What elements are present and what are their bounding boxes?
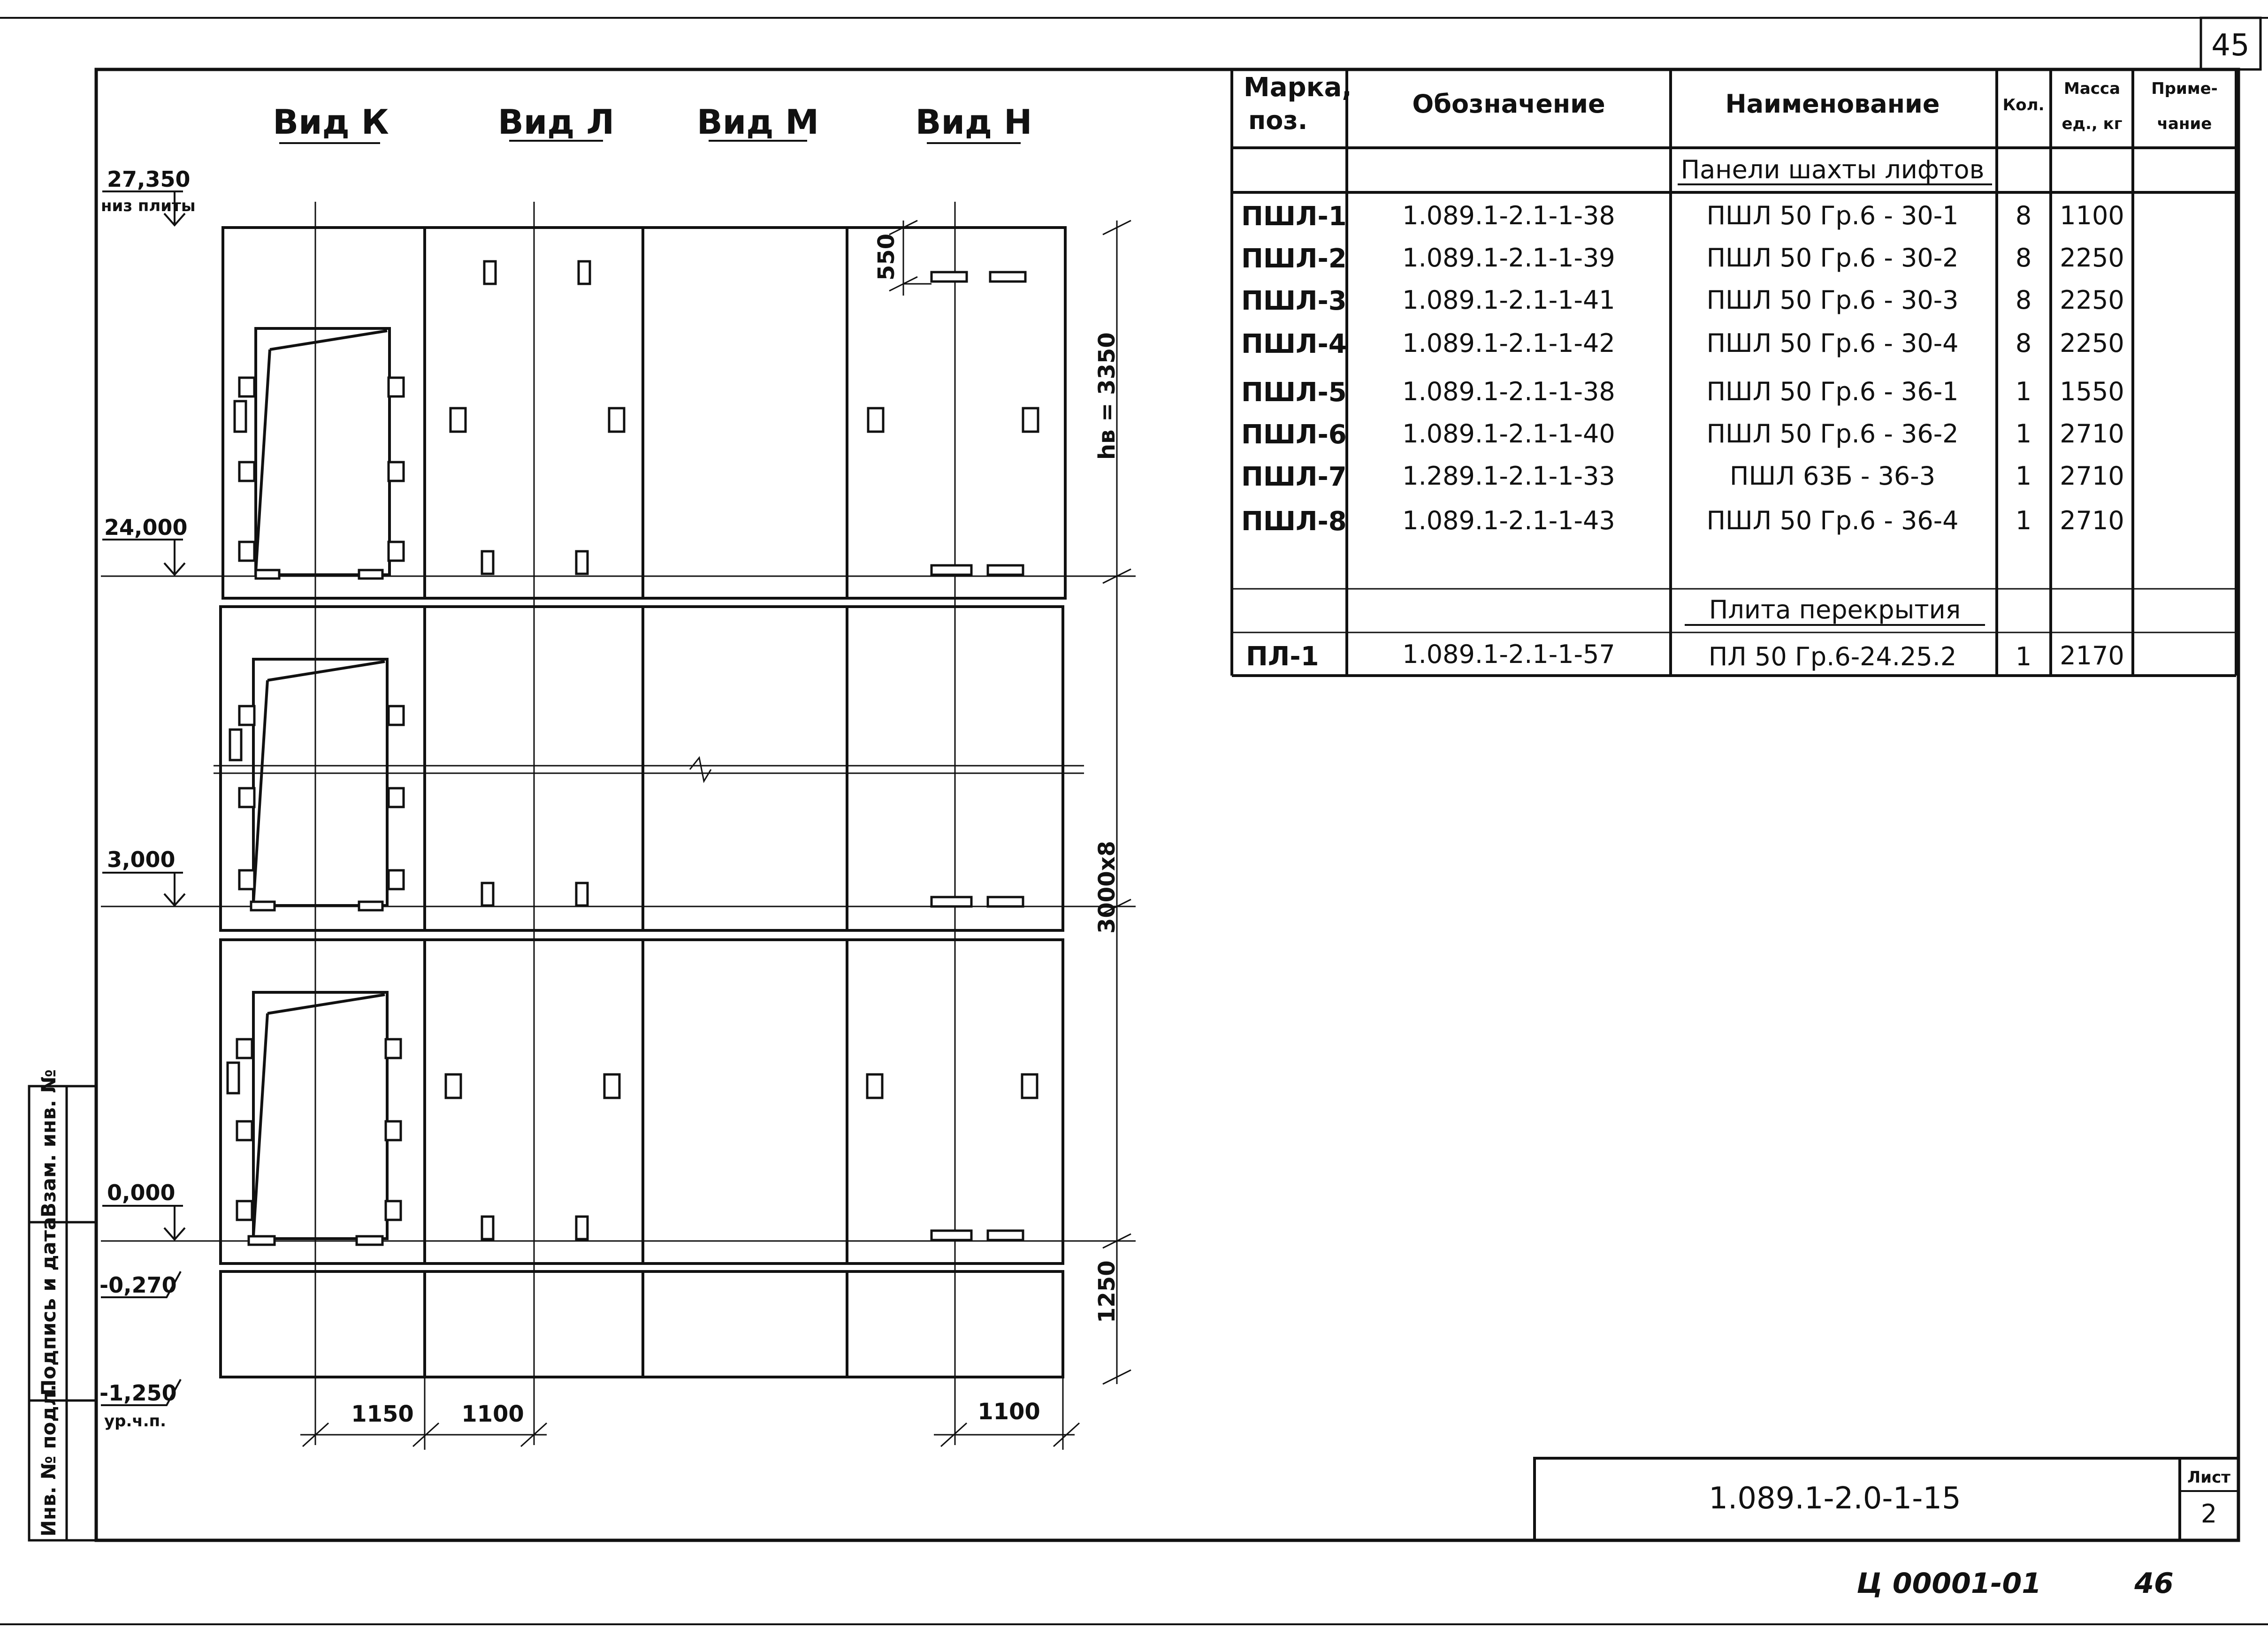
dim-chain-bottom: [300, 1377, 1079, 1450]
row1-name: ПШЛ 50 Гр.6 - 30-1: [1706, 201, 1959, 230]
row4-name: ПШЛ 50 Гр.6 - 30-4: [1706, 328, 1959, 358]
view-label-k: Вид К: [273, 102, 389, 142]
level-0000: 0,000: [107, 1180, 176, 1205]
dim-550: 550: [873, 233, 900, 281]
stamp-vzam-inv: Взам. инв. №: [37, 1069, 60, 1218]
row1-mass: 1100: [2060, 201, 2124, 230]
hdr-mark-2: поз.: [1248, 106, 1308, 135]
row2-designation: 1.089.1-2.1-1-39: [1402, 243, 1615, 273]
row8-qty: 1: [2015, 506, 2032, 535]
break-line: [214, 758, 1084, 781]
row6-mass: 2710: [2060, 419, 2124, 449]
table-row: [1241, 419, 2124, 450]
page-number: 45: [2211, 28, 2250, 63]
view-label-n: Вид Н: [915, 102, 1032, 142]
dim-1250: 1250: [1094, 1260, 1120, 1323]
level-marks: [101, 191, 185, 1405]
view-label-m: Вид М: [696, 102, 819, 142]
row9-mark: ПЛ-1: [1246, 641, 1319, 672]
row8-mass: 2710: [2060, 506, 2124, 535]
hdr-mass-2: ед., кг: [2062, 114, 2123, 133]
stamp-inv-podl: Инв. № подл.: [37, 1384, 60, 1537]
section-floor-slab: Плита перекрытия: [1709, 595, 1961, 624]
level-ground-note: ур.ч.п.: [104, 1412, 167, 1431]
table-row: [1241, 243, 2124, 274]
row6-designation: 1.089.1-2.1-1-40: [1402, 419, 1615, 449]
hdr-mass-1: Масса: [2063, 79, 2121, 98]
row4-designation: 1.089.1-2.1-1-42: [1402, 328, 1615, 358]
dim-1150: 1150: [351, 1401, 414, 1427]
door-opening-middle: [253, 659, 387, 906]
row6-qty: 1: [2015, 419, 2032, 449]
row5-mark: ПШЛ-5: [1241, 377, 1347, 408]
row3-mass: 2250: [2060, 285, 2124, 315]
row7-qty: 1: [2015, 461, 2032, 491]
hdr-mark-1: Марка,: [1244, 72, 1352, 103]
row2-mass: 2250: [2060, 243, 2124, 273]
row8-designation: 1.089.1-2.1-1-43: [1402, 506, 1615, 535]
sheet-label: Лист: [2187, 1468, 2230, 1487]
document-code: 1.089.1-2.0-1-15: [1709, 1481, 1961, 1516]
row2-mark: ПШЛ-2: [1241, 244, 1347, 274]
row9-name: ПЛ 50 Гр.6-24.25.2: [1708, 642, 1957, 671]
archive-code: Ц 00001-01: [1856, 1567, 2041, 1600]
row5-name: ПШЛ 50 Гр.6 - 36-1: [1706, 377, 1959, 406]
row7-mark: ПШЛ-7: [1241, 462, 1347, 492]
level-minus-1250: -1,250: [99, 1380, 177, 1406]
door-opening-top: [256, 328, 389, 575]
dim-1100-left: 1100: [461, 1401, 524, 1427]
row5-designation: 1.089.1-2.1-1-38: [1402, 377, 1615, 406]
row6-name: ПШЛ 50 Гр.6 - 36-2: [1706, 419, 1959, 449]
hdr-qty: Кол.: [2002, 96, 2045, 114]
door-opening-lower: [253, 992, 387, 1239]
row3-qty: 8: [2015, 285, 2032, 315]
row3-designation: 1.089.1-2.1-1-41: [1402, 285, 1615, 315]
sheet-number: 2: [2200, 1499, 2217, 1529]
row9-qty: 1: [2015, 642, 2032, 671]
table-row: [1246, 639, 2124, 672]
table-row: [1241, 377, 2124, 408]
row1-qty: 8: [2015, 201, 2032, 230]
embedded-plates: [228, 261, 1038, 1245]
row9-designation: 1.089.1-2.1-1-57: [1402, 639, 1615, 669]
row7-designation: 1.289.1-2.1-1-33: [1402, 461, 1615, 491]
hdr-designation: Обозначение: [1412, 89, 1605, 119]
row6-mark: ПШЛ-6: [1241, 419, 1347, 450]
row4-qty: 8: [2015, 328, 2032, 358]
hdr-name: Наименование: [1725, 89, 1940, 119]
row7-mass: 2710: [2060, 461, 2124, 491]
table-row: [1241, 285, 2124, 316]
hdr-note-1: Приме-: [2151, 79, 2218, 98]
table-row: [1241, 328, 2124, 359]
dim-hb-3350: hв = 3350: [1094, 332, 1120, 460]
archive-number: 46: [2134, 1567, 2174, 1600]
dim-3000x8: 3000х8: [1094, 841, 1120, 934]
row5-qty: 1: [2015, 377, 2032, 406]
row9-mass: 2170: [2060, 641, 2124, 670]
view-label-l: Вид Л: [497, 102, 615, 142]
row4-mark: ПШЛ-4: [1241, 329, 1347, 359]
row2-name: ПШЛ 50 Гр.6 - 30-2: [1706, 243, 1959, 273]
table-row: [1241, 506, 2124, 537]
row8-mark: ПШЛ-8: [1241, 506, 1347, 537]
level-24000: 24,000: [104, 515, 188, 540]
row8-name: ПШЛ 50 Гр.6 - 36-4: [1706, 506, 1959, 535]
row1-designation: 1.089.1-2.1-1-38: [1402, 201, 1615, 230]
level-3000: 3,000: [107, 847, 176, 872]
stamp-podpis: Подпись и дата: [37, 1217, 60, 1396]
row3-name: ПШЛ 50 Гр.6 - 30-3: [1706, 285, 1959, 315]
section-shaft-panels: Панели шахты лифтов: [1680, 155, 1985, 184]
hdr-note-2: чание: [2157, 114, 2212, 133]
table-row: [1241, 201, 2124, 232]
dim-1100-right: 1100: [977, 1399, 1040, 1425]
table-row: [1241, 461, 2124, 492]
row5-mass: 1550: [2060, 377, 2124, 406]
level-top-note: низ плиты: [101, 197, 196, 215]
level-minus-0270: -0,270: [99, 1272, 177, 1298]
row4-mass: 2250: [2060, 328, 2124, 358]
row1-mark: ПШЛ-1: [1241, 201, 1347, 232]
level-27350: 27,350: [107, 167, 191, 192]
row3-mark: ПШЛ-3: [1241, 286, 1347, 316]
row7-name: ПШЛ 63Б - 36-3: [1729, 461, 1936, 491]
row2-qty: 8: [2015, 243, 2032, 273]
